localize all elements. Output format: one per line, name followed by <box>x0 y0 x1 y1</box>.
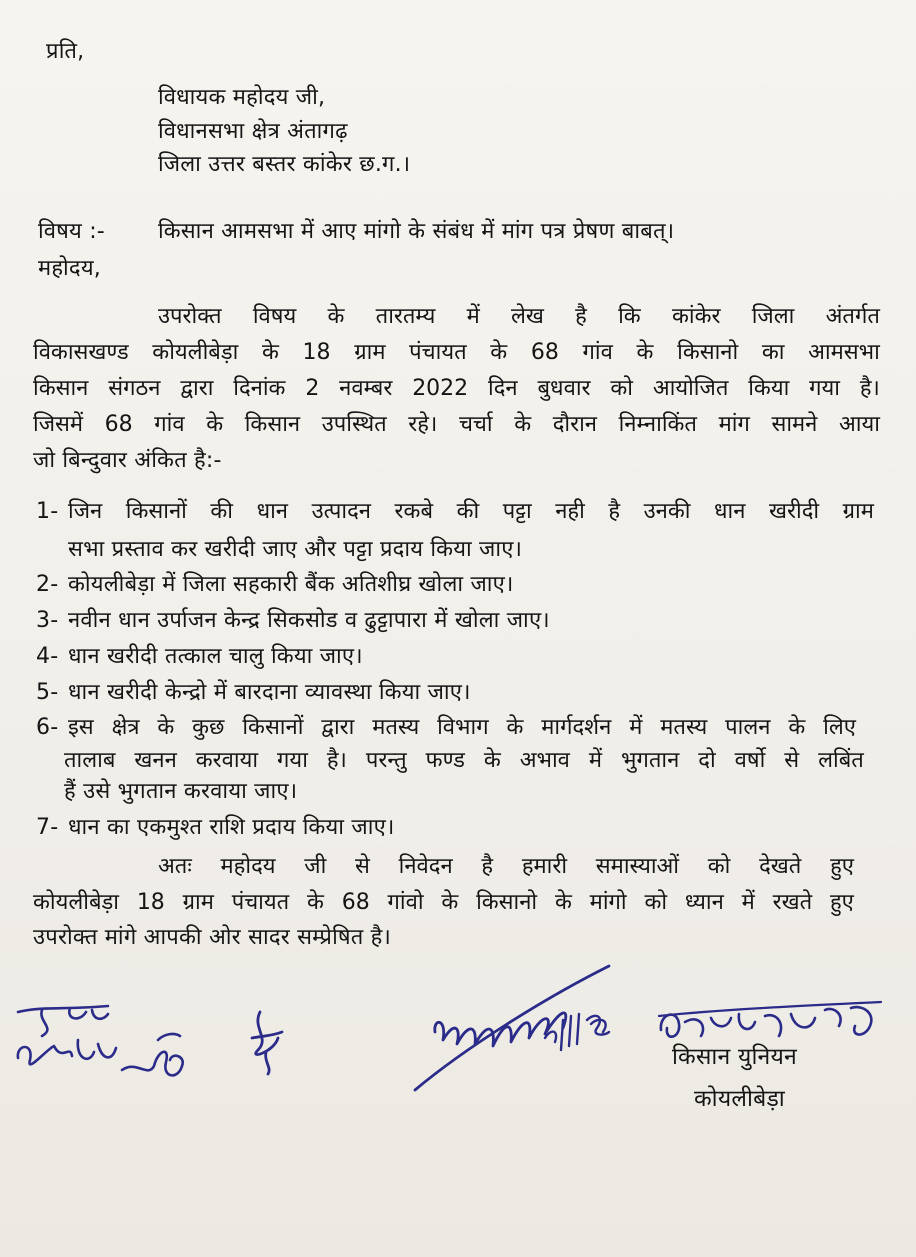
word: 68 <box>341 890 370 915</box>
word: के <box>157 715 175 740</box>
word: को <box>707 854 731 879</box>
subject-label: विषय :- <box>38 219 105 244</box>
word: विकासखण्ड <box>33 340 129 365</box>
word: हमारी <box>521 854 568 879</box>
word: की <box>456 499 480 524</box>
word: खनन <box>134 748 177 773</box>
word: क्षेत्र <box>111 715 140 740</box>
word: 18 <box>136 890 165 915</box>
subject-text: किसान आमसभा में आए मांगो के संबंध में मांग पत्र प्रेषण बाबत्। <box>158 219 675 244</box>
word: द्वारा <box>321 715 355 740</box>
word: मतस्य <box>372 715 420 740</box>
demand-number-1: 1- <box>36 499 59 524</box>
word: रखते <box>772 890 813 915</box>
word: लेख <box>511 304 544 329</box>
word: के <box>506 715 524 740</box>
intro-line-5: जो बिन्दुवार अंकित है:- <box>33 448 222 473</box>
word: आयोजित <box>652 376 729 401</box>
word: गया <box>277 748 308 773</box>
word: 2022 <box>412 376 469 401</box>
word: मांग <box>718 412 750 437</box>
signature-center-dated <box>395 958 625 1098</box>
demand-1-line-1 <box>68 498 874 526</box>
sender-line-1: किसान युनियन <box>672 1044 797 1070</box>
word: को <box>610 376 633 401</box>
word: पट्टा <box>502 499 532 524</box>
word: में <box>466 304 480 329</box>
word: मांगो <box>589 890 627 915</box>
word: कोयलीबेड़ा <box>33 890 119 915</box>
word: संगठन <box>108 376 161 401</box>
closing-line-3: उपरोक्त मांगे आपकी ओर सादर सम्प्रेषित है। <box>33 925 392 950</box>
word: ग्राम <box>354 340 386 365</box>
word: समास्याओं <box>595 854 680 879</box>
word: जिन <box>68 499 103 524</box>
salutation-to: प्रति, <box>46 39 85 64</box>
word: किया <box>748 376 790 401</box>
word: है <box>481 854 494 879</box>
demand-number-7: 7- <box>36 815 59 840</box>
word: के <box>490 340 508 365</box>
demand-number-4: 4- <box>36 644 59 669</box>
word: रहे। <box>408 412 438 437</box>
word: पंचायत <box>409 340 467 365</box>
word: परन्तु <box>365 748 407 773</box>
closing-line-2 <box>33 889 854 917</box>
word: दिन <box>488 376 518 401</box>
word: गया <box>809 376 841 401</box>
word: हुए <box>830 854 854 879</box>
word: भुगतान <box>621 748 680 773</box>
word: गांव <box>582 340 613 365</box>
intro-line-2 <box>33 339 880 367</box>
sender-line-2: कोयलीबेड़ा <box>694 1086 785 1112</box>
word: खरीदी <box>769 499 820 524</box>
word: की <box>210 499 234 524</box>
word: रकबे <box>394 499 434 524</box>
signature-third <box>238 1008 293 1078</box>
word: उनकी <box>643 499 691 524</box>
demand-6-line-1 <box>68 714 856 742</box>
word: विषय <box>252 304 297 329</box>
word: आमसभा <box>808 340 880 365</box>
word: कुछ <box>192 715 225 740</box>
word: से <box>784 748 800 773</box>
word: है <box>575 304 587 329</box>
word: के <box>261 340 279 365</box>
word: है। <box>326 748 347 773</box>
word: किसानों <box>125 499 187 524</box>
word: मार्गदर्शन <box>541 715 612 740</box>
word: में <box>629 715 643 740</box>
word: के <box>327 304 345 329</box>
word: मतस्य <box>660 715 708 740</box>
word: कि <box>618 304 641 329</box>
word: तारतम्य <box>375 304 436 329</box>
word: सामने <box>771 412 818 437</box>
demand-number-3: 3- <box>36 608 59 633</box>
word: हुए <box>829 890 854 915</box>
word: है <box>608 499 621 524</box>
word: है। <box>859 376 880 401</box>
greeting: महोदय, <box>38 256 101 281</box>
word: उपरोक्त <box>158 304 222 329</box>
word: आया <box>839 412 880 437</box>
word: धान <box>714 499 746 524</box>
word: के <box>206 412 224 437</box>
signature-left <box>12 1000 122 1085</box>
word: को <box>644 890 668 915</box>
word: पंचायत <box>231 890 290 915</box>
word: चर्चा <box>458 412 493 437</box>
word: में <box>588 748 603 773</box>
word: के <box>636 340 654 365</box>
word: कोयलीबेड़ा <box>152 340 239 365</box>
word: पालन <box>725 715 771 740</box>
word: अतः <box>158 854 192 879</box>
word: अभाव <box>519 748 570 773</box>
word: ध्यान <box>684 890 724 915</box>
demand-number-2: 2- <box>36 572 59 597</box>
word: 68 <box>104 412 133 437</box>
word: फण्ड <box>425 748 465 773</box>
word: के <box>788 715 806 740</box>
word: 18 <box>302 340 331 365</box>
word: ग्राम <box>182 890 214 915</box>
word: ग्राम <box>842 499 874 524</box>
word: किसानो <box>677 340 739 365</box>
word: के <box>514 412 532 437</box>
word: दिनांक <box>233 376 286 401</box>
word: जिला <box>751 304 795 329</box>
word: का <box>761 340 785 365</box>
word: वर्षो <box>734 748 766 773</box>
word: विभाग <box>437 715 489 740</box>
word: किसानो <box>476 890 538 915</box>
word: किसान <box>244 412 301 437</box>
demand-3-line-1: नवीन धान उर्पाजन केन्द्र सिकसोड व ढुट्टापारा में खोला जाए। <box>68 608 550 633</box>
demand-6-line-2 <box>64 747 864 775</box>
word: गांवो <box>387 890 424 915</box>
word: जिसमें <box>33 412 84 437</box>
word: में <box>741 890 755 915</box>
word: के <box>483 748 501 773</box>
word: बुधवार <box>537 376 591 401</box>
word: लिए <box>823 715 856 740</box>
intro-line-4 <box>33 411 880 439</box>
word: जी <box>304 854 327 879</box>
word: इस <box>68 715 94 740</box>
closing-line-1 <box>158 853 854 881</box>
word: कांकेर <box>671 304 721 329</box>
demand-5-line-1: धान खरीदी केन्द्रो में बारदाना व्यावस्था किया जाए। <box>68 680 471 705</box>
demand-4-line-1: धान खरीदी तत्काल चालु किया जाए। <box>68 644 363 669</box>
word: से <box>355 854 370 879</box>
word: के <box>441 890 459 915</box>
demand-number-5: 5- <box>36 680 59 705</box>
word: दो <box>698 748 716 773</box>
word: महोदय <box>220 854 276 879</box>
recipient-line-3: जिला उत्तर बस्तर कांकेर छ.ग.। <box>158 152 411 177</box>
word: नवम्बर <box>339 376 393 401</box>
word: नही <box>555 499 585 524</box>
demand-number-6: 6- <box>36 715 59 740</box>
word: उत्पादन <box>311 499 371 524</box>
word: लबिंत <box>818 748 864 773</box>
intro-line-1 <box>158 303 880 331</box>
word: तालाब <box>64 748 116 773</box>
word: देखते <box>759 854 802 879</box>
word: गांव <box>154 412 185 437</box>
demand-7-line-1: धान का एकमुश्त राशि प्रदाय किया जाए। <box>68 815 395 840</box>
demand-1-line-2: सभा प्रस्ताव कर खरीदी जाए और पट्टा प्रदाय किया जाए। <box>68 537 523 562</box>
recipient-line-1: विधायक महोदय जी, <box>158 85 326 110</box>
word: उपस्थित <box>321 412 387 437</box>
word: धान <box>256 499 289 524</box>
intro-line-3 <box>33 375 880 403</box>
word: करवाया <box>195 748 259 773</box>
word: द्वारा <box>180 376 214 401</box>
demand-6-line-3: हैं उसे भुगतान करवाया जाए। <box>64 779 298 804</box>
signature-second <box>118 1020 198 1090</box>
signature-union-stamp <box>655 996 885 1066</box>
word: निवेदन <box>398 854 453 879</box>
word: 68 <box>530 340 559 365</box>
demand-2-line-1: कोयलीबेड़ा में जिला सहकारी बैंक अतिशीघ्र खोला जाए। <box>68 572 514 597</box>
word: अंतर्गत <box>825 304 880 329</box>
word: 2 <box>305 376 320 401</box>
recipient-line-2: विधानसभा क्षेत्र अंतागढ़ <box>158 119 348 144</box>
word: दौरान <box>552 412 597 437</box>
word: के <box>554 890 572 915</box>
word: किसानों <box>242 715 304 740</box>
word: के <box>306 890 324 915</box>
word: निम्नाकिंत <box>618 412 697 437</box>
word: किसान <box>33 376 89 401</box>
